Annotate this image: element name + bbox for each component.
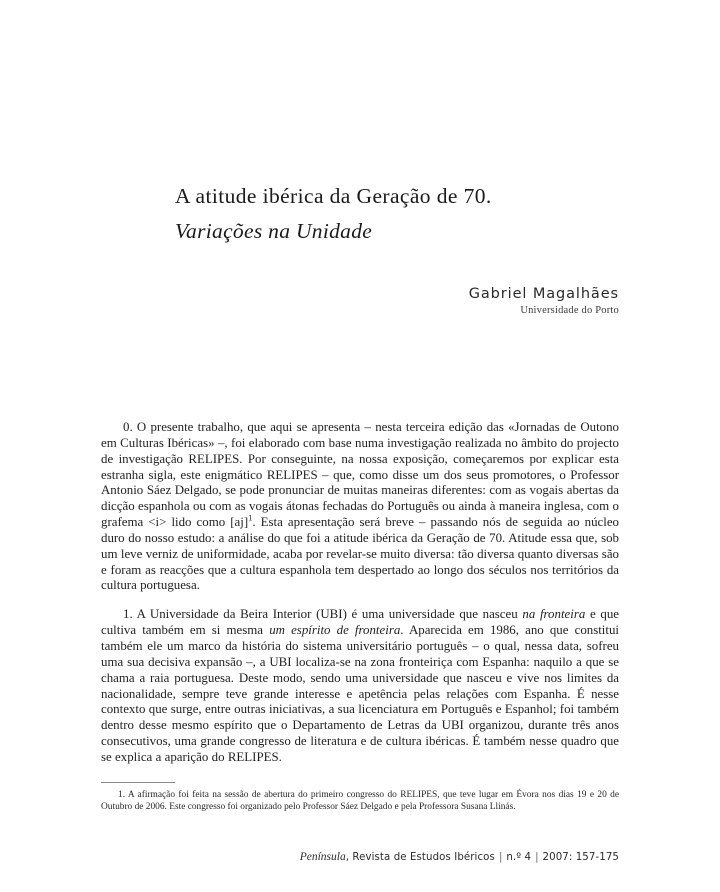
- emphasis-text: um espírito de fronteira: [269, 623, 401, 638]
- page-subtitle: Variações na Unidade: [175, 219, 373, 244]
- text-run: . Aparecida em 1986, ano que constitui também ele um marco da história do sistema universitário português – o qual, nessa data, sofreu uma sua decisiva expansão –, a UBI localiza-se na zona fronteiriça com Espanha: naquilo a que se chama a raia portuguesa. Deste modo, sendo uma universidade que nasceu e vive nos limites da nacionalidade, sempre teve grande interesse e apetência pelas relações com Espanha. É nesse contexto que surge, entre outras iniciativas, a sua licenciatura em Português e Espanhol; foi também dentro desse mesmo espírito que o Departamento de Letras da UBI organizou, durante três anos consecutivos, uma grande congresso de literatura e de cultura ibéricas. É também nesse quadro que se explica a aparição do RELIPES.: [101, 623, 620, 764]
- emphasis-text: na fronteira: [522, 607, 586, 622]
- footer-year-pages: 2007: 157-175: [542, 852, 619, 863]
- footer-separator-2: |: [535, 852, 539, 863]
- author-block: [289, 286, 619, 316]
- author-affiliation: Universidade do Porto: [520, 305, 619, 317]
- footnote-reference[interactable]: 1: [248, 512, 253, 523]
- footer-separator-1: |: [498, 852, 503, 863]
- text-run: e que cultiva também em si mesma: [101, 607, 619, 638]
- page-title: A atitude ibérica da Geração de 70.: [175, 184, 492, 208]
- author-name: Gabriel Magalhães: [468, 286, 619, 302]
- footnote-area: [101, 782, 619, 813]
- footer-journal-subtitle: , Revista de Estudos Ibéricos: [345, 852, 495, 863]
- text-run: 0. O presente trabalho, que aqui se apresenta – nesta terceira edição das «Jornadas de Outono em Culturas Ibéricas» –, foi elaborado com base numa investigação realizada no âmbito do projecto de investigação RELIPES. Por conseguinte, na nossa exposição, começaremos por explicar esta estranha sigla, este enigmático RELIPES – que, como disse um dos seus promotores, o Professor Antonio Sáez Delgado, se pode pronunciar de muitas maneiras diferentes: com as vogais abertas da dicção espanhola ou com as vogais átonas fechadas do Português ou ainda à maneira inglesa, com o grafema <i> lido como [aj]: [101, 420, 619, 530]
- body-text: [101, 420, 619, 766]
- text-run: 1. A Universidade da Beira Interior (UBI) é uma universidade que nasceu: [123, 607, 523, 622]
- footnote-separator-rule: [101, 782, 175, 783]
- page-footer: [300, 847, 619, 865]
- text-run: . Esta apresentação será breve – passando nós de seguida ao núcleo duro do nosso estudo: a análise do que foi a atitude ibérica da Geração de 70. Atitude essa que, sob um leve verniz de uniformidade, acaba por revelar-se muito diversa: tão diversa quanto diversas são e foram as reacções que a cultura espanhola tem despertado ao longo dos séculos nos territórios da cultura portuguesa.: [101, 515, 619, 593]
- paragraph-1: [101, 607, 619, 765]
- title-block: [175, 182, 595, 246]
- paragraph-0: [101, 420, 619, 594]
- footer-journal-name: Península: [299, 851, 346, 863]
- footer-issue: n.º 4: [506, 852, 532, 863]
- footnote-text: 1. A afirmação foi feita na sessão de abertura do primeiro congresso do RELIPES, que teve lugar em Évora nos dias 19 e 20 de Outubro de 2006. Este congresso foi organizado pelo Professor Sáez Delgado e pela Professora Susana Llinás.: [101, 790, 619, 813]
